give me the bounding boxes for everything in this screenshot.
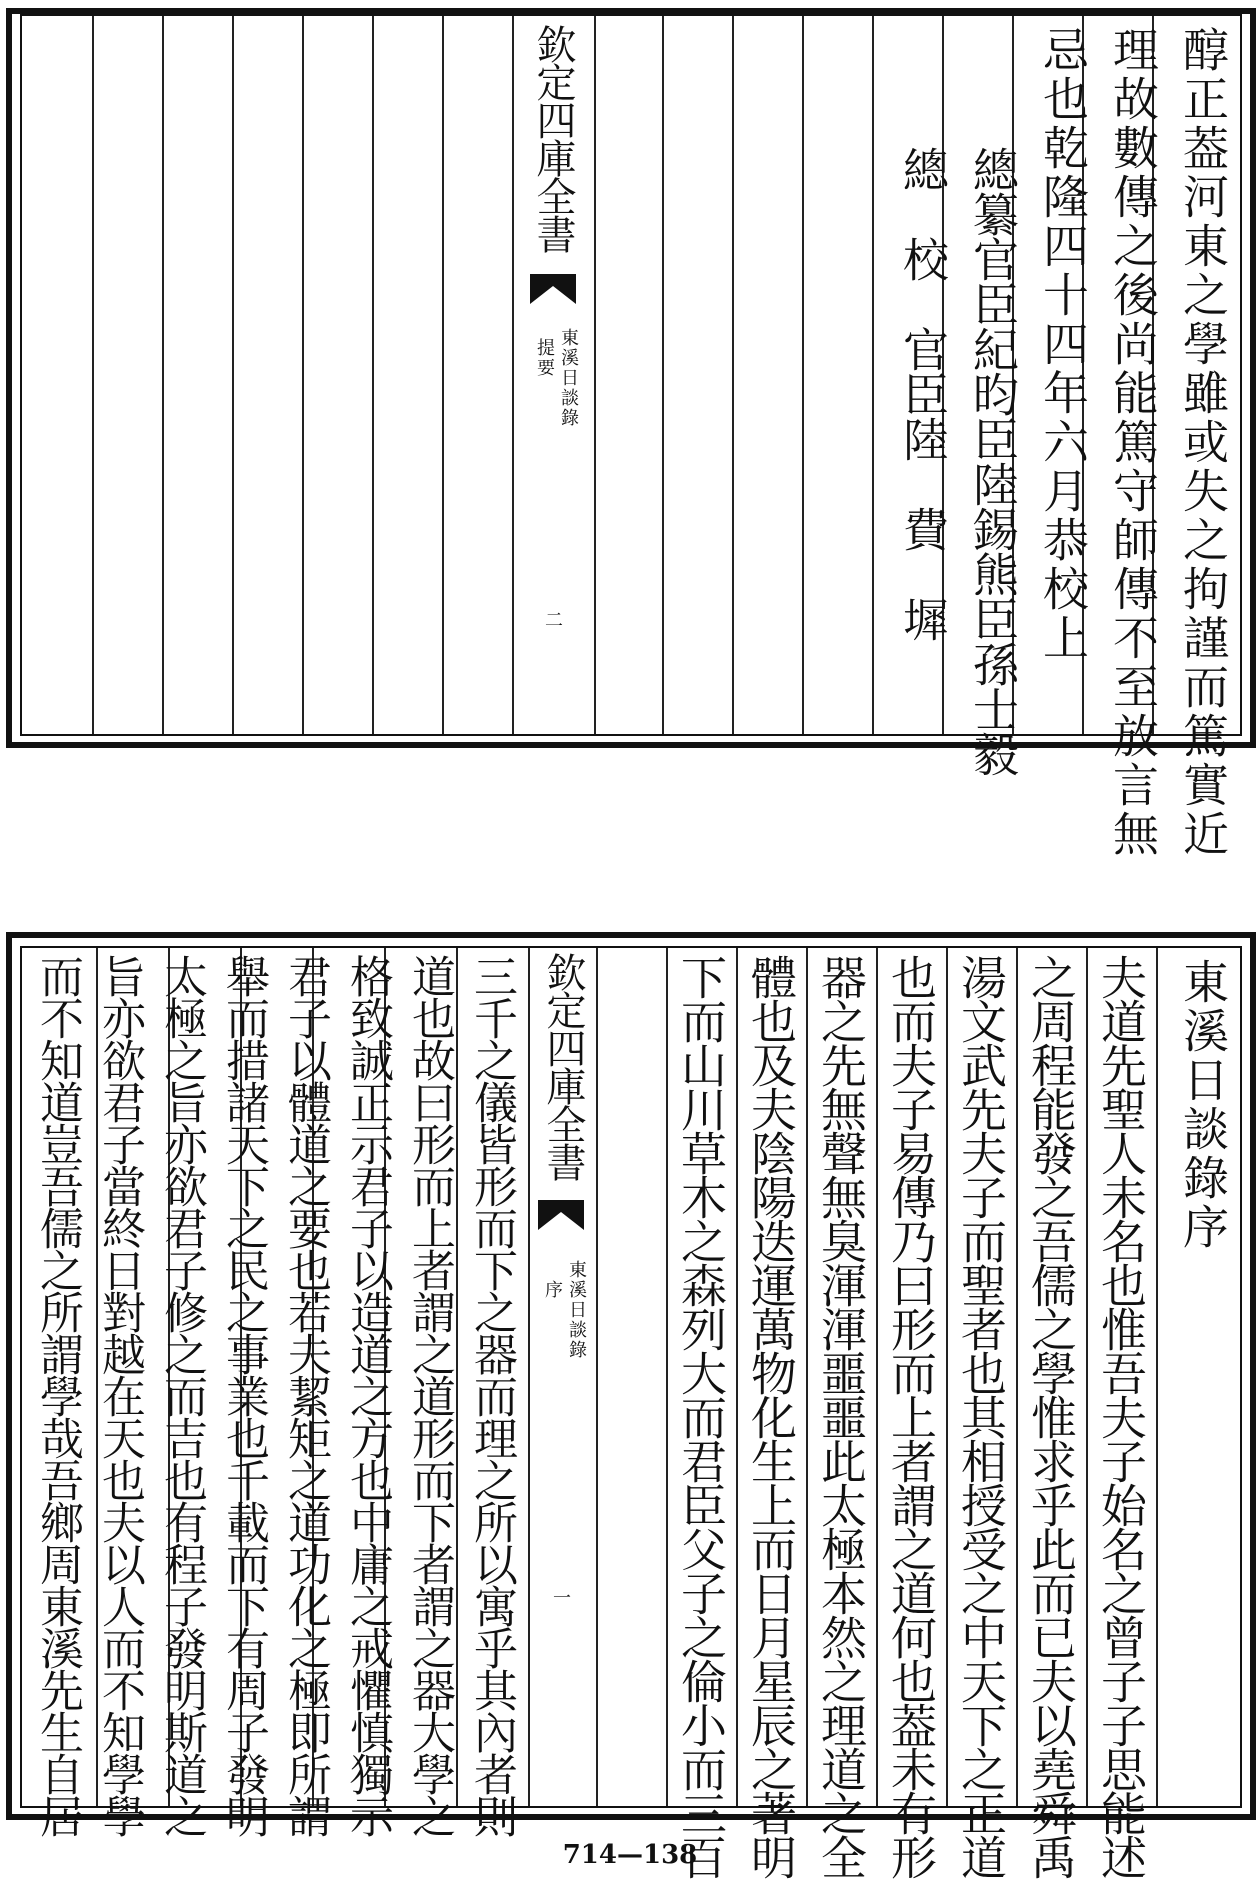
text-line: 三千之儀皆形而下之器而理之所以寓乎其內者則: [466, 954, 517, 1836]
column-rule: [528, 948, 530, 1806]
text-line: 舉而措諸天下之民之事業也千載而下有周子發明: [218, 954, 269, 1836]
text-line: 道也故曰形而上者謂之道形而下者謂之器大學之: [404, 954, 455, 1836]
text-line: 體也及夫陰陽迭運萬物化生上而日月星辰之著明: [744, 954, 798, 1878]
banner-book-title: 東溪日談錄: [558, 328, 579, 428]
banner-section: 序: [542, 1280, 563, 1300]
text-line: 君子以體道之要也若夫絜矩之道功化之極即所謂: [280, 954, 331, 1836]
text-line: 理故數傳之後尚能篤守師傳不至放言無: [1106, 26, 1160, 859]
top-page-inner-border: [20, 14, 1242, 859]
top-page: [0, 0, 1260, 859]
column-rule: [596, 948, 598, 1806]
text-line: 而不知道豈吾儒之所謂學哉吾鄉周東溪先生自居: [32, 954, 83, 1836]
document-title: 東溪日談錄序: [1176, 958, 1230, 1252]
text-line: 湯文武先夫子而聖者也其相授受之中天下之正道: [954, 954, 1008, 1878]
text-line: 總 校 官臣陸 費 墀: [896, 146, 950, 641]
text-line: 器之先無聲無臭渾渾噩噩此太極本然之理道之全: [814, 954, 868, 1878]
column-rule: [302, 16, 304, 734]
page-number-footer: 714—138: [562, 1840, 698, 1870]
text-line: 下而山川草木之森列大而君臣父子之倫小而三百: [674, 954, 728, 1878]
folio-number: 一: [550, 1588, 571, 1608]
text-line: 夫道先聖人未名也惟吾夫子始名之曾子子思能述: [1094, 954, 1148, 1878]
banner-book-title: 東溪日談錄: [566, 1260, 587, 1360]
text-line: 也而夫子易傳乃曰形而上者謂之道何也葢未有形: [884, 954, 938, 1878]
text-line: 太極之旨亦欲君子修之而吉也有程子發明斯道之: [156, 954, 207, 1836]
fish-tail-mark-icon: [538, 1200, 584, 1230]
column-rule: [92, 16, 94, 734]
column-rule: [442, 16, 444, 734]
text-line: 總纂官臣紀昀臣陸錫熊臣孫士毅: [966, 146, 1020, 776]
column-rule: [1156, 948, 1158, 1806]
text-line: 旨亦欲君子當終日對越在天也夫以人而不知學學: [94, 954, 145, 1836]
column-rule: [162, 16, 164, 734]
column-rule: [802, 16, 804, 734]
text-line: 之周程能發之吾儒之學惟求乎此而已夫以堯舜禹: [1024, 954, 1078, 1878]
column-rule: [662, 16, 664, 734]
text-line: 醇正葢河東之學雖或失之拘謹而篤實近: [1176, 26, 1230, 859]
column-rule: [512, 16, 514, 734]
folio-number: 二: [542, 610, 563, 630]
fish-tail-mark-icon: [530, 274, 576, 304]
column-rule: [594, 16, 596, 734]
banner-title: 欽定四庫全書: [530, 24, 576, 252]
banner-title: 欽定四庫全書: [540, 952, 586, 1180]
text-line: 格致誠正示君子以造道之方也中庸之戒懼慎獨示: [342, 954, 393, 1836]
banner-section: 提要: [534, 338, 555, 378]
column-rule: [732, 16, 734, 734]
column-rule: [232, 16, 234, 734]
column-rule: [872, 16, 874, 734]
column-rule: [372, 16, 374, 734]
text-line: 忌也乾隆四十四年六月恭校上: [1036, 26, 1090, 663]
